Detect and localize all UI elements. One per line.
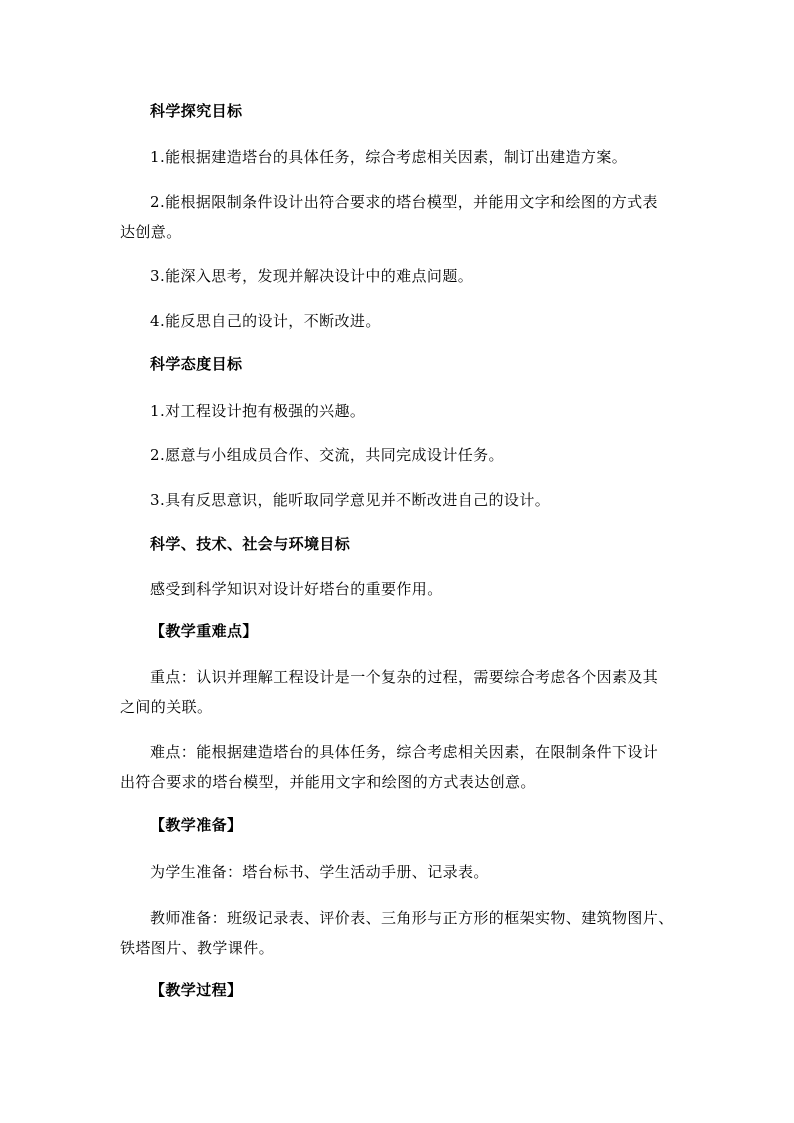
student-preparation: 为学生准备：塔台标书、学生活动手册、记录表。: [150, 863, 489, 881]
science-attitude-heading: 科学态度目标: [150, 355, 243, 373]
difficult-point-line-1: 难点：能根据建造塔台的具体任务，综合考虑相关因素，在限制条件下设计: [150, 743, 659, 761]
stse-heading: 科学、技术、社会与环境目标: [150, 535, 351, 553]
inquiry-item-4: 4.能反思自己的设计，不断改进。: [150, 312, 381, 330]
attitude-item-1: 1.对工程设计抱有极强的兴趣。: [150, 402, 366, 420]
inquiry-item-3: 3.能深入思考，发现并解决设计中的难点问题。: [150, 267, 474, 285]
difficult-point-line-2: 出符合要求的塔台模型，并能用文字和绘图的方式表达创意。: [120, 773, 536, 791]
teacher-preparation-line-1: 教师准备：班级记录表、评价表、三角形与正方形的框架实物、建筑物图片、: [150, 909, 674, 927]
inquiry-item-2: 2.能根据限制条件设计出符合要求的塔台模型，并能用文字和绘图的方式表: [150, 193, 658, 211]
preparation-heading: 【教学准备】: [150, 816, 243, 834]
key-point-line-1: 重点：认识并理解工程设计是一个复杂的过程，需要综合考虑各个因素及其: [150, 668, 659, 686]
key-point-line-2: 之间的关联。: [120, 698, 213, 716]
science-inquiry-heading: 科学探究目标: [150, 102, 243, 120]
process-heading: 【教学过程】: [150, 981, 243, 999]
inquiry-item-2-continued: 达创意。: [120, 223, 182, 241]
teacher-preparation-line-2: 铁塔图片、教学课件。: [120, 939, 275, 957]
stse-text: 感受到科学知识对设计好塔台的重要作用。: [150, 580, 443, 598]
inquiry-item-1: 1.能根据建造塔台的具体任务，综合考虑相关因素，制订出建造方案。: [150, 148, 628, 166]
key-points-heading: 【教学重难点】: [150, 622, 258, 640]
attitude-item-3: 3.具有反思意识，能听取同学意见并不断改进自己的设计。: [150, 491, 551, 509]
attitude-item-2: 2.愿意与小组成员合作、交流，共同完成设计任务。: [150, 446, 504, 464]
